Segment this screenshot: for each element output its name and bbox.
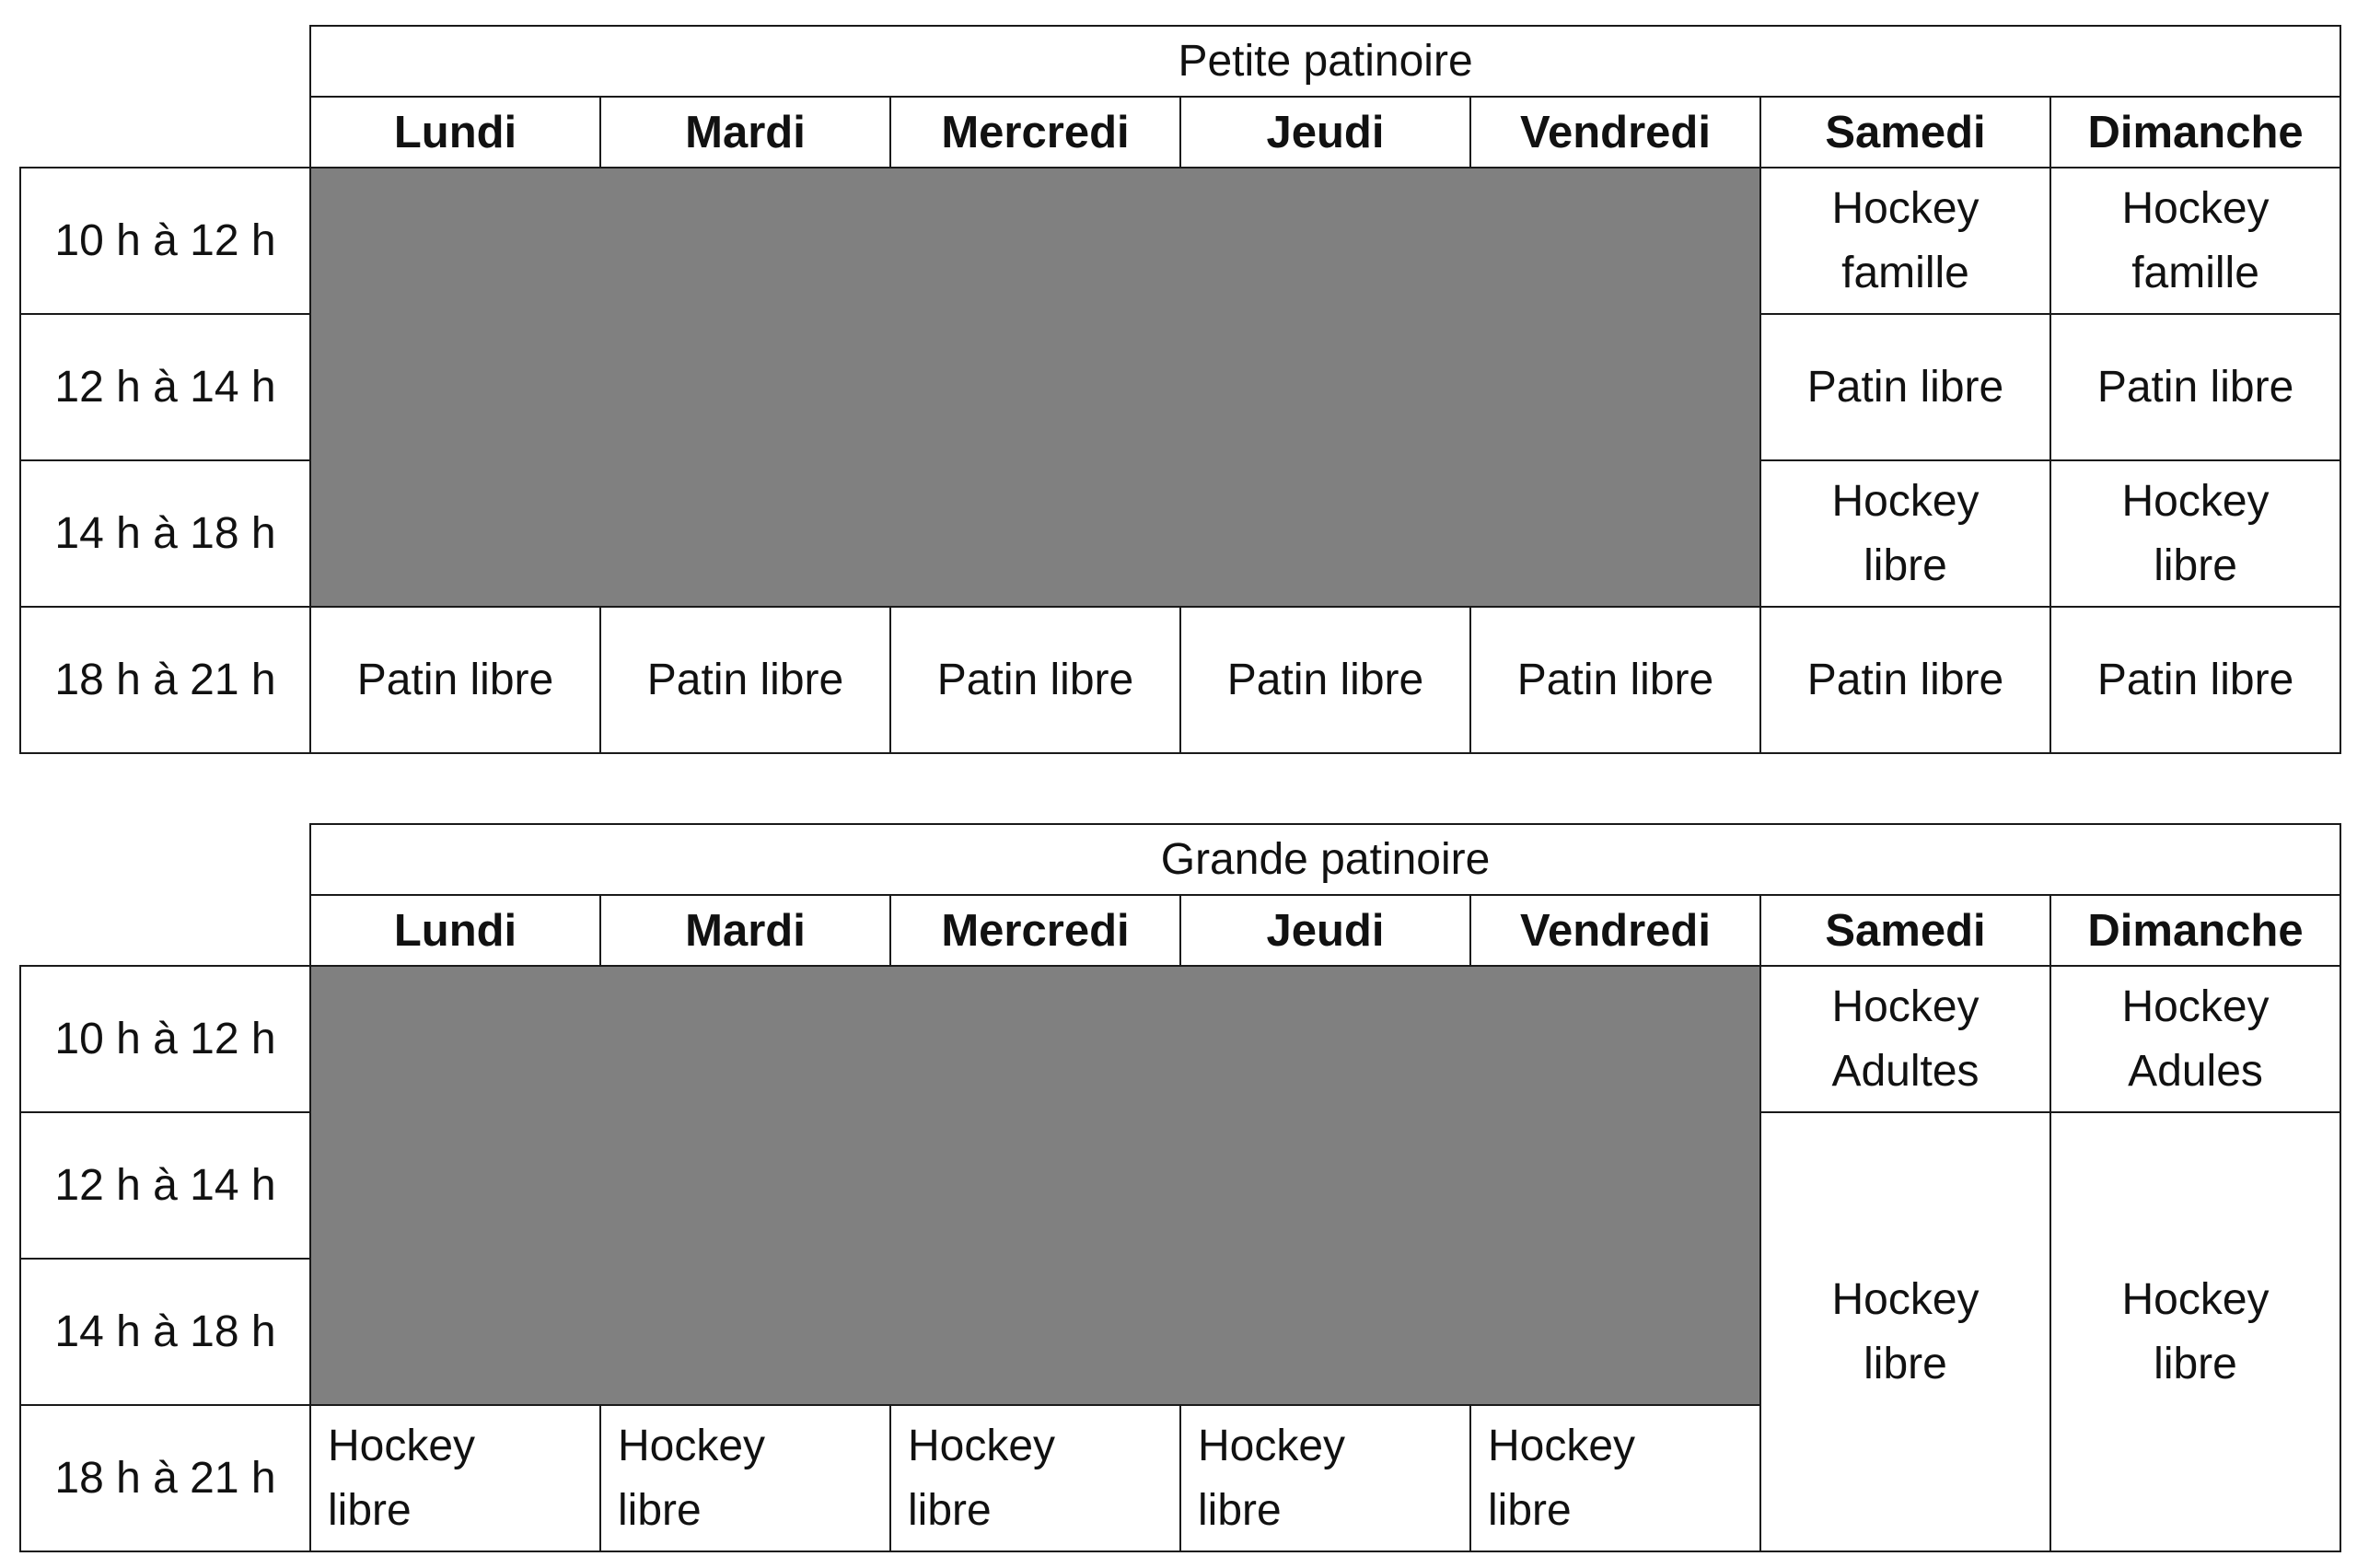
time-slot-label: 18 h à 21 h	[20, 1405, 310, 1551]
activity-cell: Patin libre	[310, 607, 600, 753]
grande-patinoire-schedule	[19, 823, 2341, 1552]
time-slot-label: 18 h à 21 h	[20, 607, 310, 753]
activity-cell: Hockey Adules	[2050, 966, 2340, 1112]
activity-cell: Patin libre	[1180, 607, 1470, 753]
activity-cell: Hockey libre	[890, 1405, 1180, 1551]
day-header-mercredi: Mercredi	[890, 97, 1180, 168]
day-header-samedi: Samedi	[1760, 895, 2050, 966]
day-header-mercredi: Mercredi	[890, 895, 1180, 966]
time-slot-label: 14 h à 18 h	[20, 460, 310, 607]
activity-cell: Patin libre	[1760, 607, 2050, 753]
activity-cell: Hockey libre	[1180, 1405, 1470, 1551]
activity-cell: Patin libre	[600, 607, 890, 753]
time-slot-label: 12 h à 14 h	[20, 1112, 310, 1259]
activity-cell: Hockey famille	[2050, 168, 2340, 314]
activity-cell: Hockey libre	[600, 1405, 890, 1551]
table-title: Grande patinoire	[310, 824, 2340, 895]
activity-cell: Hockey libre	[2050, 460, 2340, 607]
day-header-jeudi: Jeudi	[1180, 97, 1470, 168]
day-header-lundi: Lundi	[310, 895, 600, 966]
activity-cell: Patin libre	[890, 607, 1180, 753]
day-header-mardi: Mardi	[600, 97, 890, 168]
day-header-vendredi: Vendredi	[1470, 895, 1760, 966]
activity-cell: Hockey libre	[1470, 1405, 1760, 1551]
activity-cell: Hockey famille	[1760, 168, 2050, 314]
time-slot-label: 10 h à 12 h	[20, 168, 310, 314]
time-slot-label: 14 h à 18 h	[20, 1259, 310, 1405]
activity-cell: Patin libre	[1760, 314, 2050, 460]
day-header-lundi: Lundi	[310, 97, 600, 168]
activity-cell: Hockey libre	[1760, 1112, 2050, 1551]
activity-cell: Patin libre	[2050, 607, 2340, 753]
day-header-dimanche: Dimanche	[2050, 895, 2340, 966]
activity-cell: Hockey libre	[310, 1405, 600, 1551]
day-header-vendredi: Vendredi	[1470, 97, 1760, 168]
corner-cell	[20, 824, 310, 966]
activity-cell: Patin libre	[1470, 607, 1760, 753]
day-header-samedi: Samedi	[1760, 97, 2050, 168]
corner-cell	[20, 26, 310, 168]
activity-cell: Hockey libre	[2050, 1112, 2340, 1551]
table-title: Petite patinoire	[310, 26, 2340, 97]
day-header-mardi: Mardi	[600, 895, 890, 966]
petite-patinoire-schedule	[19, 25, 2341, 754]
activity-cell: Hockey libre	[1760, 460, 2050, 607]
unavailable-block	[310, 168, 1760, 607]
day-header-dimanche: Dimanche	[2050, 97, 2340, 168]
activity-cell: Patin libre	[2050, 314, 2340, 460]
activity-cell: Hockey Adultes	[1760, 966, 2050, 1112]
time-slot-label: 12 h à 14 h	[20, 314, 310, 460]
unavailable-block	[310, 966, 1760, 1405]
day-header-jeudi: Jeudi	[1180, 895, 1470, 966]
time-slot-label: 10 h à 12 h	[20, 966, 310, 1112]
